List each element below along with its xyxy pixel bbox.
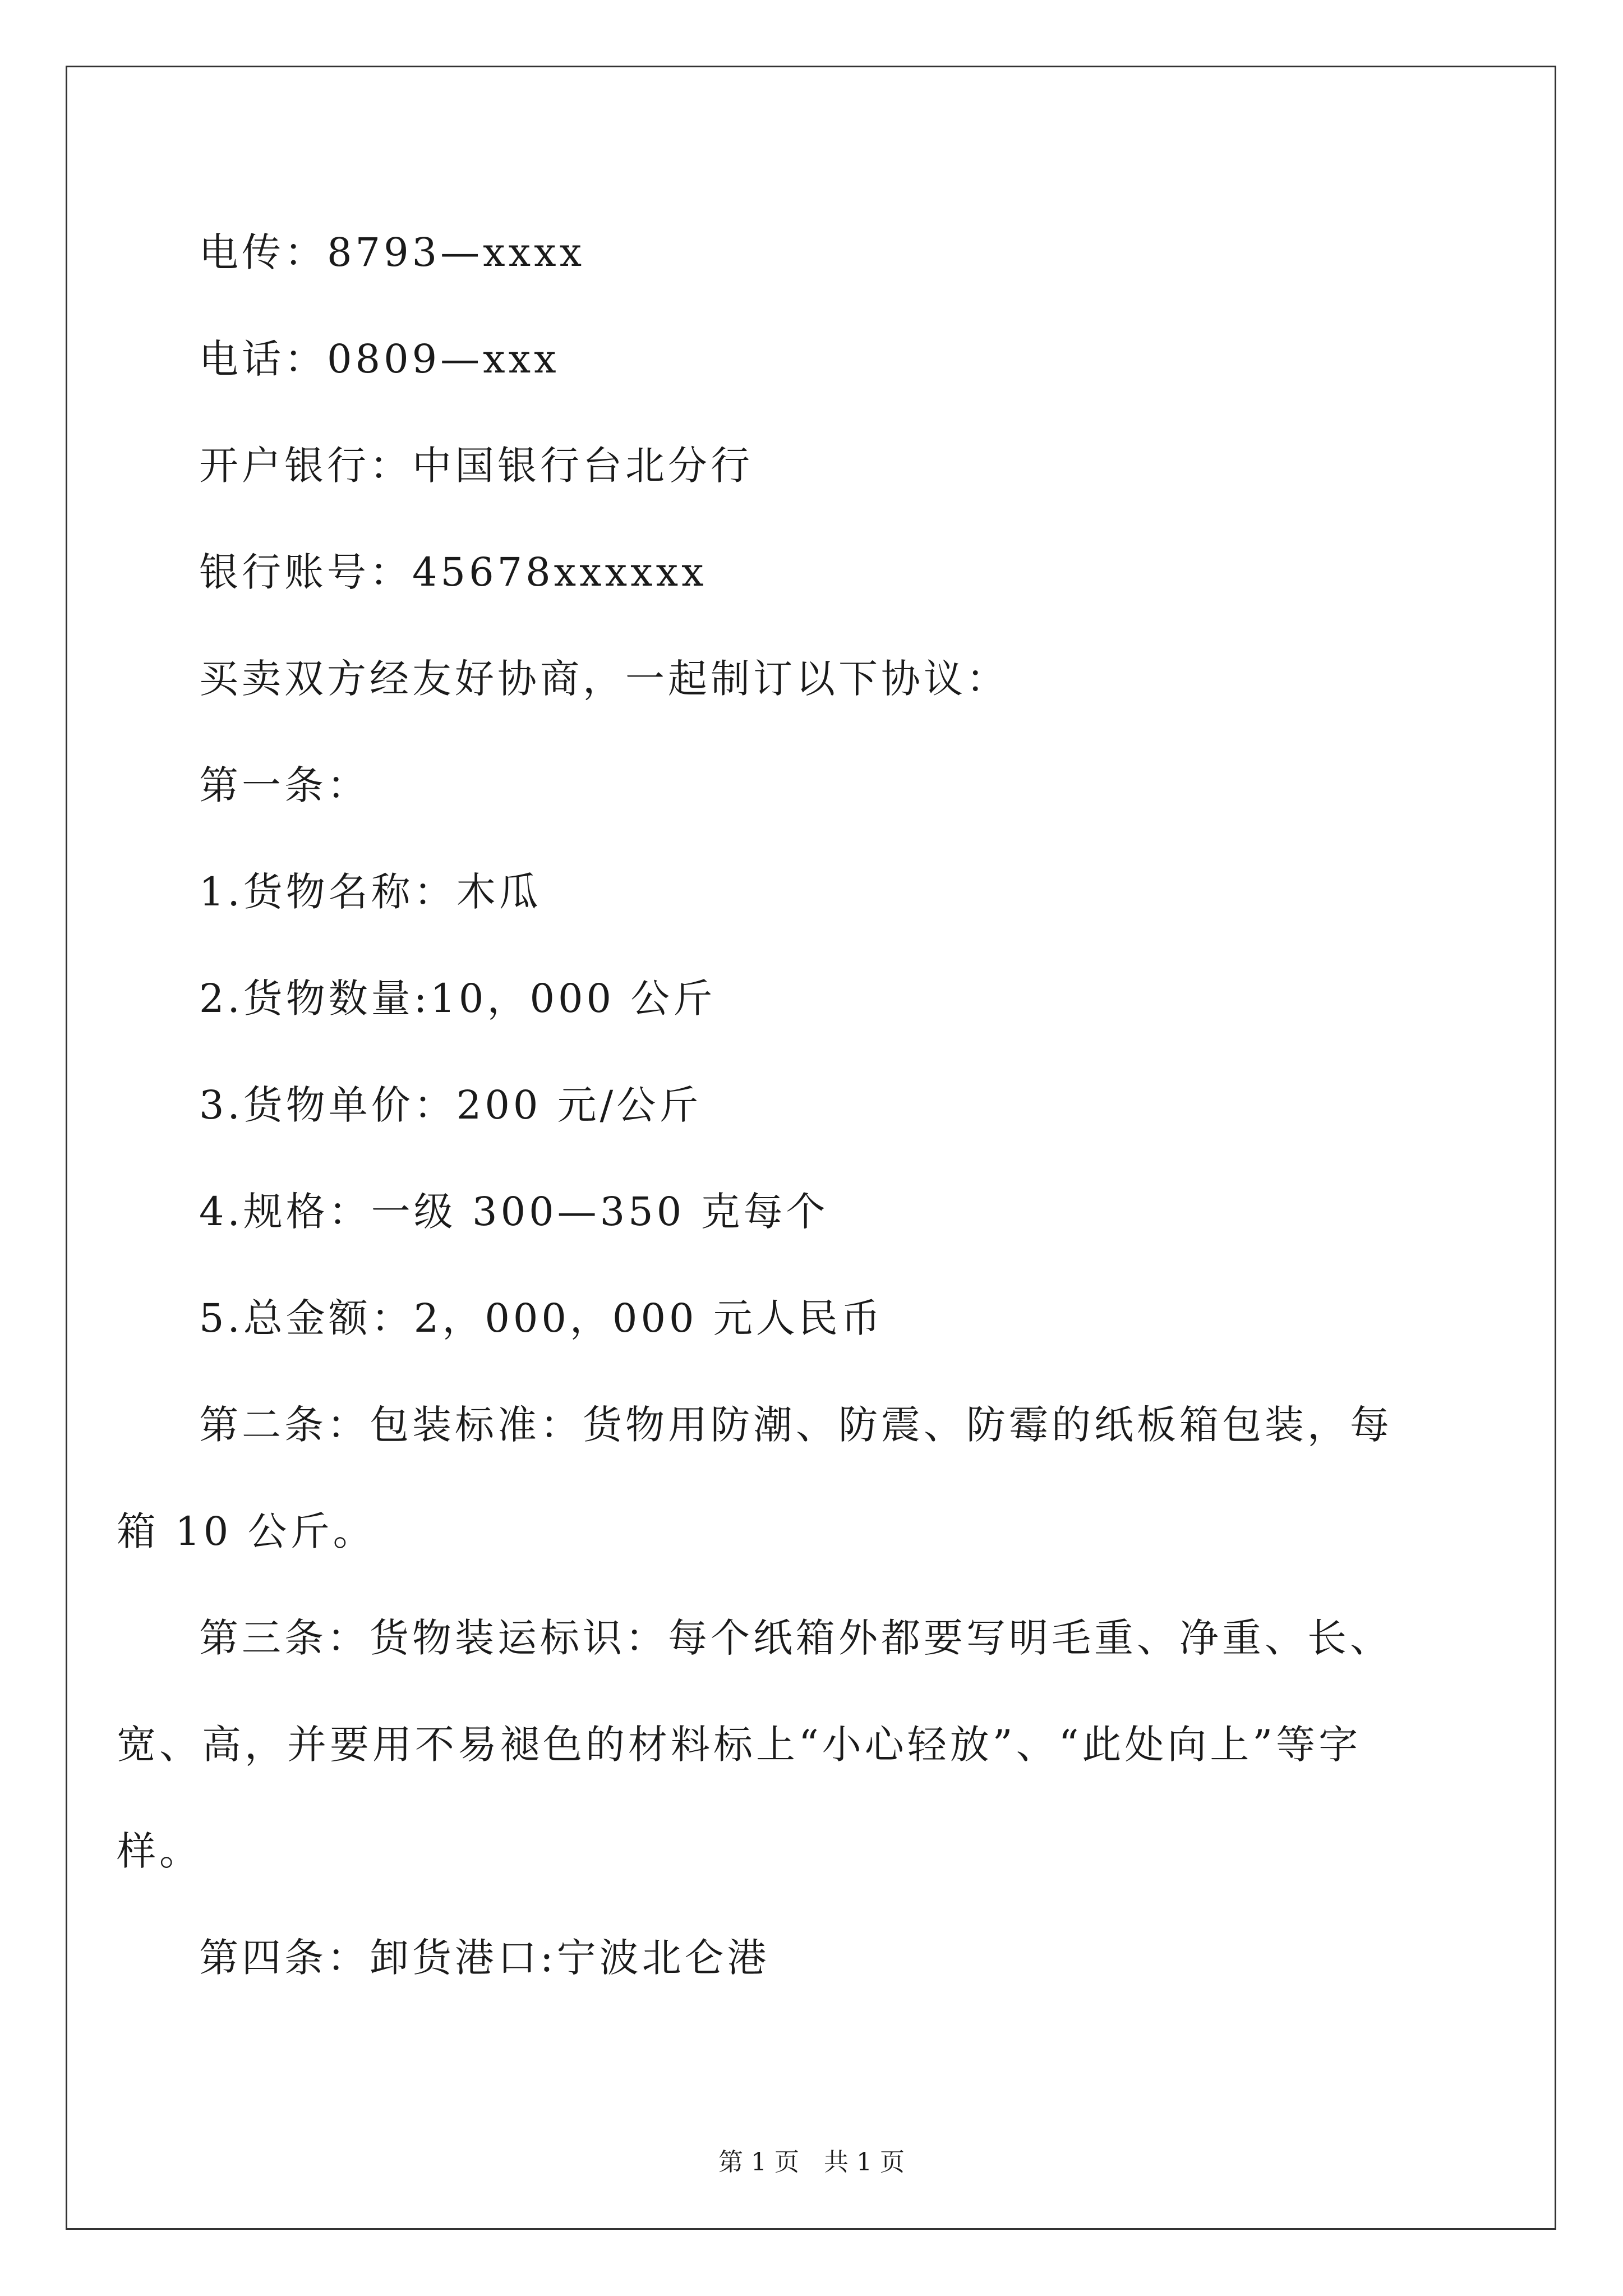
telex-line: 电传：8793—xxxx (199, 229, 585, 275)
article-2-continuation: 箱 10 公斤。 (117, 1508, 376, 1554)
account-line: 银行账号：45678xxxxxx (199, 549, 707, 595)
article-3-line: 第三条：货物装运标识：每个纸箱外都要写明毛重、净重、长、 (199, 1615, 1393, 1661)
goods-price-line: 3.货物单价：200 元/公斤 (199, 1082, 702, 1128)
page-border (66, 66, 1556, 2230)
article-2-line: 第二条：包装标准：货物用防潮、防震、防霉的纸板箱包装，每 (199, 1402, 1393, 1448)
phone-line: 电话：0809—xxx (199, 336, 560, 382)
goods-quantity-line: 2.货物数量:10，000 公斤 (199, 976, 716, 1022)
intro-line: 买卖双方经友好协商，一起制订以下协议： (199, 656, 1009, 702)
spec-line: 4.规格：一级 300—350 克每个 (199, 1189, 829, 1235)
total-line: 5.总金额：2，000，000 元人民币 (199, 1295, 884, 1341)
goods-name-line: 1.货物名称：木瓜 (199, 869, 542, 915)
article-1-heading: 第一条： (199, 762, 370, 808)
page-footer: 第 1 页 共 1 页 (718, 2148, 905, 2177)
article-4-line: 第四条：卸货港口:宁波北仑港 (199, 1935, 770, 1981)
article-3-continuation: 宽、高，并要用不易褪色的材料标上“小心轻放”、“此处向上”等字 (117, 1722, 1362, 1768)
bank-line: 开户银行：中国银行台北分行 (199, 443, 753, 489)
article-3-end: 样。 (117, 1828, 202, 1874)
